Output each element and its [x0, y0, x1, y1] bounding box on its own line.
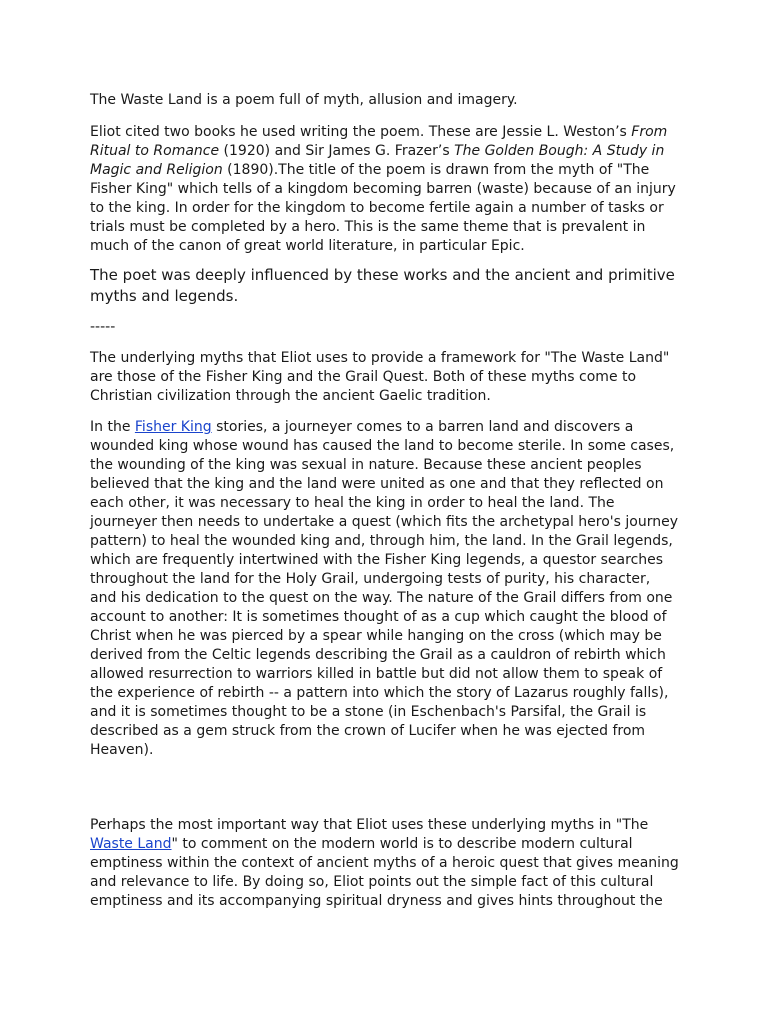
book-title-golden-bough: The Golden Bough: A Study in Magic and Religion [90, 143, 665, 178]
paragraph-sources [90, 123, 680, 256]
text-span: In the [90, 419, 135, 435]
paragraph-underlying-myths: The underlying myths that Eliot uses to provide a framework for "The Waste Land" are those of the Fisher King and the Grail Quest. Both of these myths come to Christian civilization through the ancient Gaelic tradition. [90, 350, 670, 404]
text-span: (1890).The title of the poem is drawn from the myth of "The Fisher King" which tells of a kingdom becoming barren (waste) because of an injury to the king. In order for the kingdom to become fertile again a number of tasks or trials must be completed by a hero. This is the same theme that is prevalent in much of the canon of great world literature, in particular Epic. [90, 162, 676, 254]
text-span: stories, a journeyer comes to a barren land and discovers a wounded king whose wound has caused the land to become sterile. In some cases, the wounding of the king was sexual in nature. Because these ancient peoples believed that the king and the land were united as one and that they reflected on each other, it was necessary to heal the king in order to heal the land. The journeyer then needs to undertake a quest (which fits the archetypal hero's journey pattern) to heal the wounded king and, through him, the land. In the Grail legends, which are frequently intertwined with the Fisher King legends, a questor searches throughout the land for the Holy Grail, undergoing tests of purity, his character, and his dedication to the quest on the way. The nature of the Grail differs from one account to another: It is sometimes thought of as a cup which caught the blood of Christ when he was pierced by a spear while hanging on the cross (which may be derived from the Celtic legends describing the Grail as a cauldron of rebirth which allowed resurrection to warriors killed in battle but did not allow them to speak of the experience of rebirth -- a pattern into which the story of Lazarus roughly falls), and it is sometimes thought to be a stone (in Eschenbach's Parsifal, the Grail is described as a gem struck from the crown of Lucifer when he was ejected from Heaven). [90, 419, 679, 758]
waste-land-link[interactable]: Waste Land [90, 836, 172, 852]
separator: ----- [90, 319, 116, 335]
paragraph-influence: The poet was deeply influenced by these works and the ancient and primitive myths and legends. [90, 266, 675, 305]
paragraph-intro: The Waste Land is a poem full of myth, allusion and imagery. [90, 92, 518, 108]
document-page [90, 91, 680, 911]
fisher-king-link[interactable]: Fisher King [134, 419, 212, 435]
text-span: (1920) and Sir James G. Frazer’s [219, 143, 455, 159]
text-span: " to comment on the modern world is to describe modern cultural emptiness within the context of ancient myths of a heroic quest that gives meaning and relevance to life. By doing so, Eliot points out the simple fact of this cultural emptiness and its accompanying spiritual dryness and gives hints throughout the [90, 836, 679, 909]
text-span: Eliot cited two books he used writing the poem. These are Jessie L. Weston’s [90, 124, 632, 140]
text-span: Perhaps the most important way that Eliot uses these underlying myths in "The [90, 817, 649, 833]
book-title-ritual: From Ritual to Romance [90, 124, 668, 159]
paragraph-fisher-king [90, 418, 680, 760]
paragraph-modern-world [90, 816, 680, 911]
